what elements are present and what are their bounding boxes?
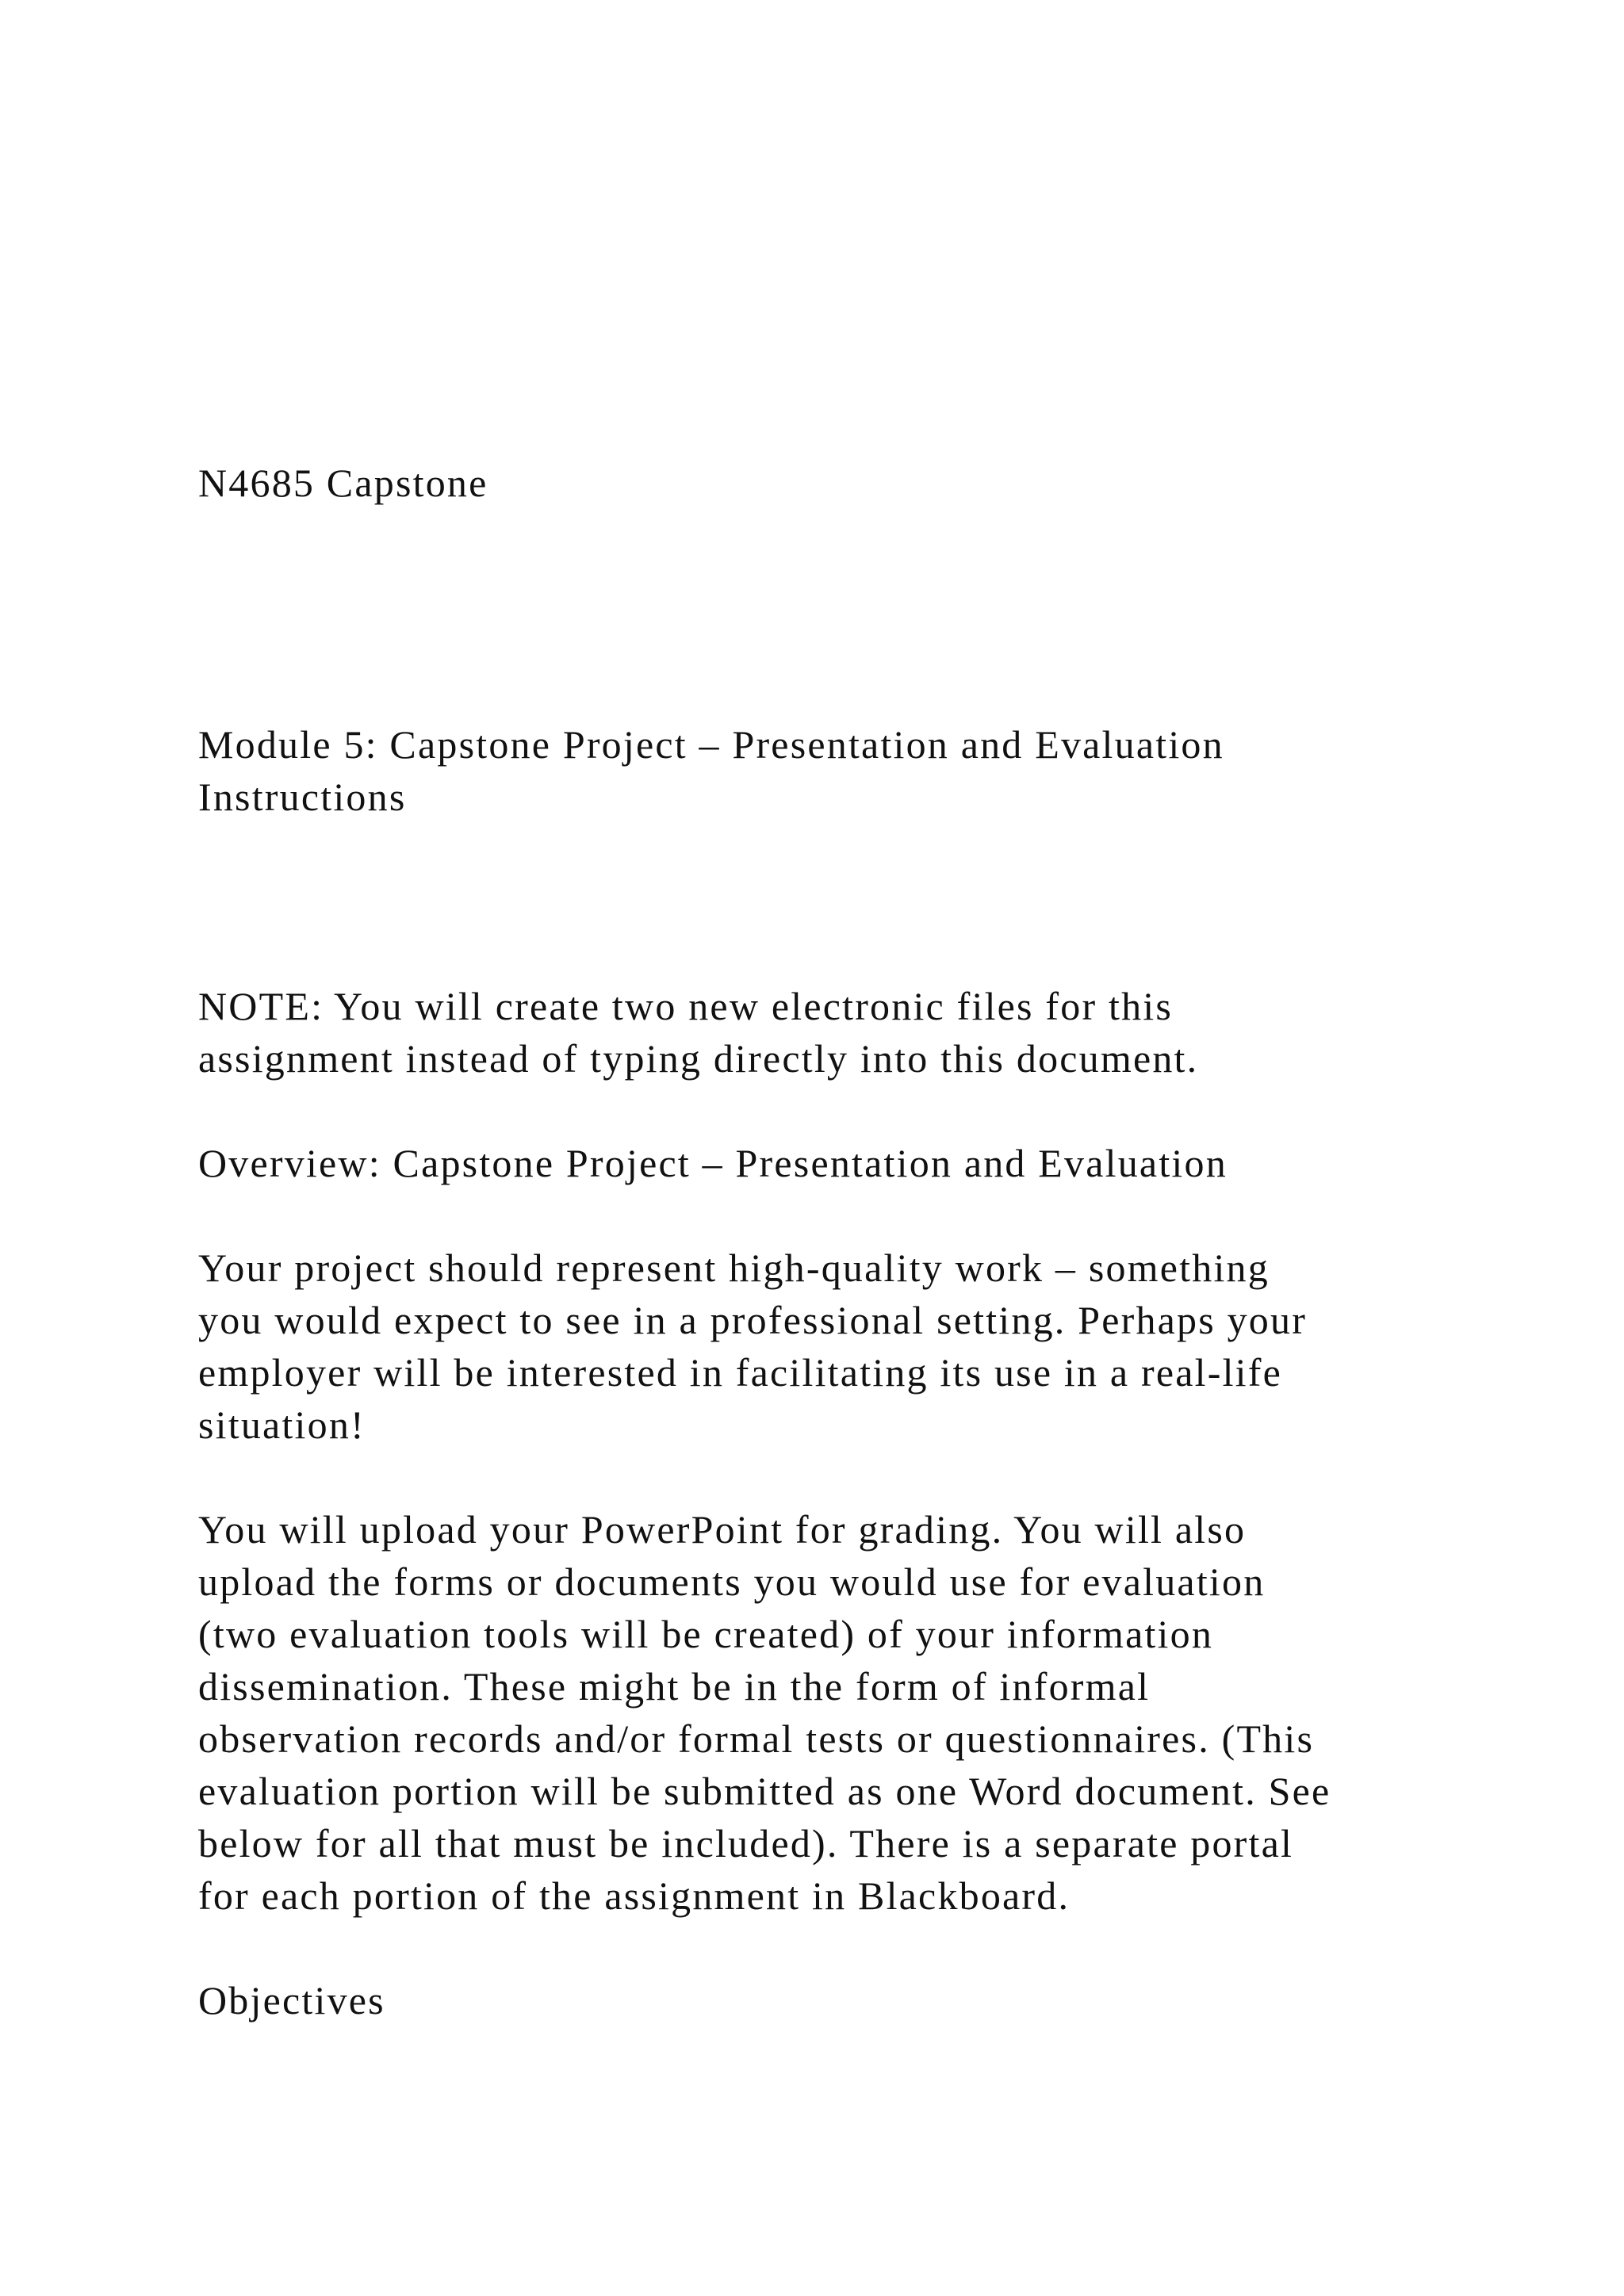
course-title: N4685 Capstone	[198, 461, 488, 505]
module-title: Module 5: Capstone Project – Presentation and Evaluation Instructions	[198, 722, 1224, 819]
note-paragraph: NOTE: You will create two new electronic files for this assignment instead of typing directly into this document.	[198, 984, 1199, 1081]
objectives-heading: Objectives	[198, 1978, 385, 2022]
upload-paragraph: You will upload your PowerPoint for grading. You will also upload the forms or documents you would use for evaluation (two evaluation tools will be created) of your information dissemination. These might be in the form of informal observation records and/or formal tests or questionnaires. (This evaluation portion will be submitted as one Word document. See below for all that must be included). There is a separate portal for each portion of the assignment in Blackboard.	[198, 1507, 1331, 1918]
project-paragraph: Your project should represent high-quality work – something you would expect to see in a professional setting. Perhaps your employer will be interested in facilitating its use in a real-life situation!	[198, 1246, 1308, 1447]
overview-heading: Overview: Capstone Project – Presentation and Evaluation	[198, 1141, 1228, 1185]
